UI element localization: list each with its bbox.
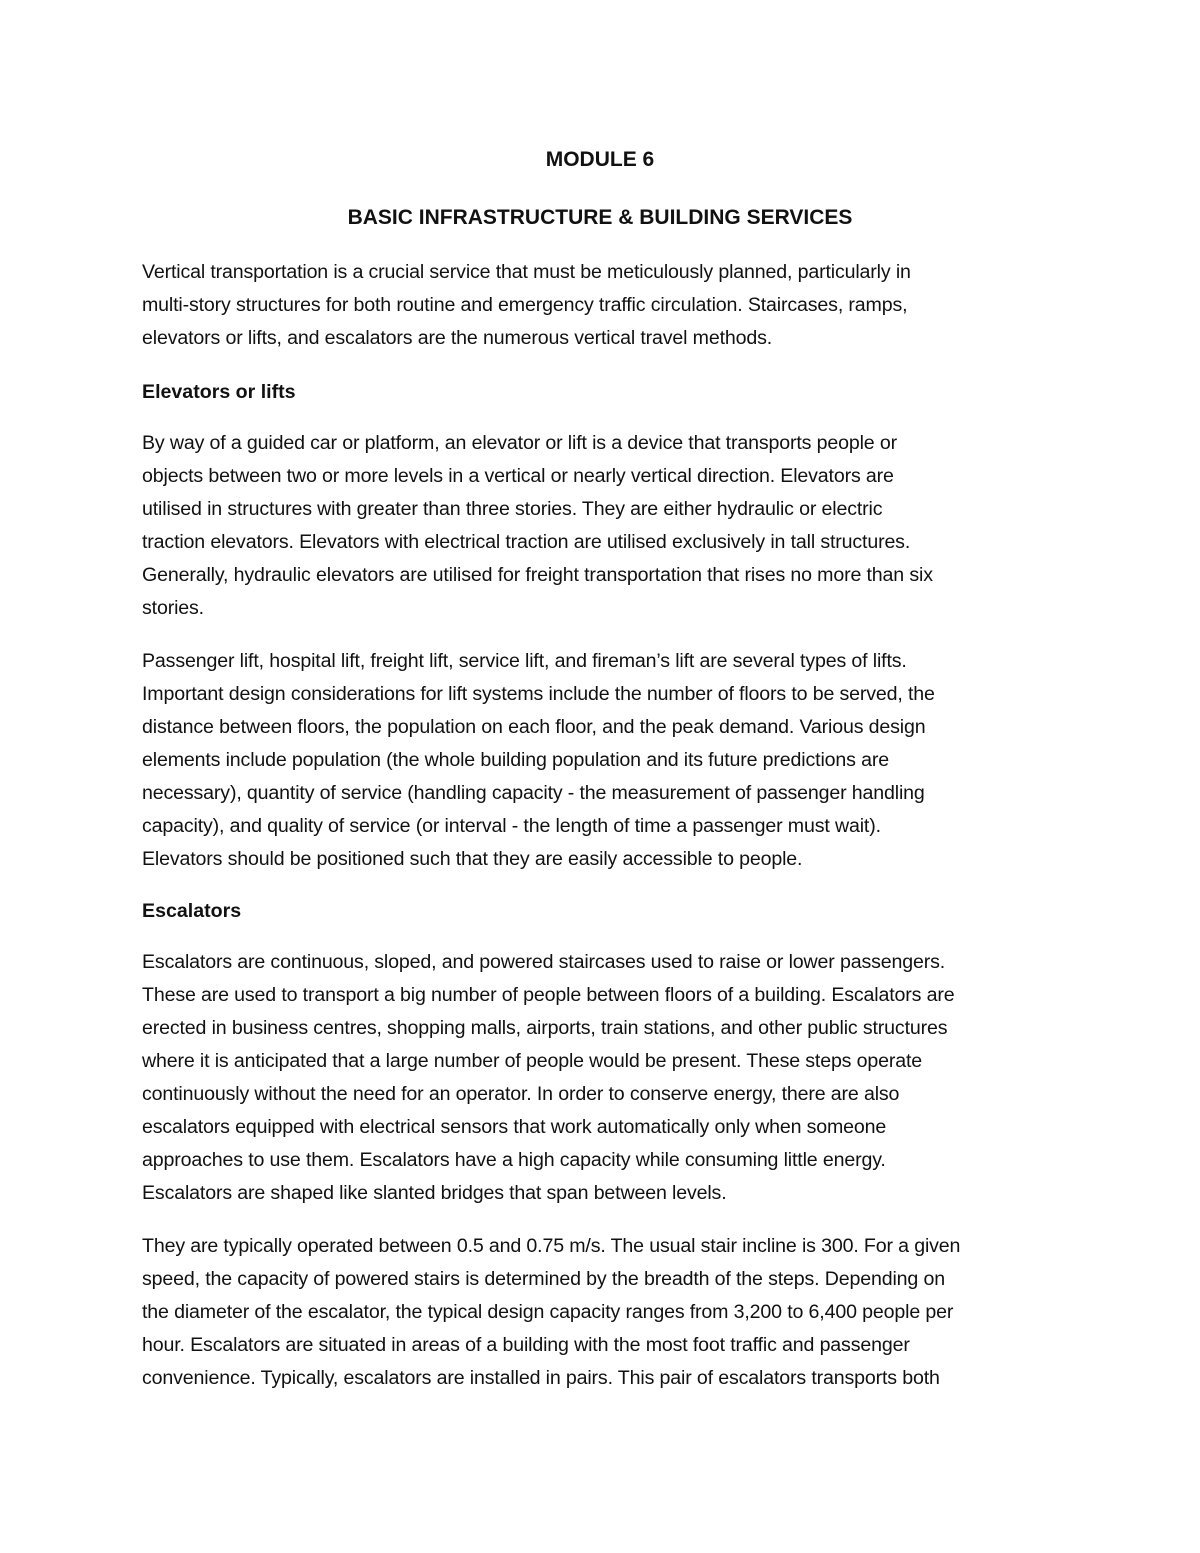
paragraph-line: utilised in structures with greater than three stories. They are either hydraulic or electric — [142, 498, 883, 520]
paragraph-line: approaches to use them. Escalators have a high capacity while consuming little energy. — [142, 1149, 886, 1171]
paragraph-line: the diameter of the escalator, the typical design capacity ranges from 3,200 to 6,400 people per — [142, 1301, 954, 1323]
intro-line: multi-story structures for both routine and emergency traffic circulation. Staircases, ramps, — [142, 294, 908, 316]
paragraph-line: where it is anticipated that a large number of people would be present. These steps operate — [142, 1050, 923, 1072]
paragraph-line: Generally, hydraulic elevators are utilised for freight transportation that rises no more than six — [142, 564, 933, 586]
intro-paragraph — [142, 256, 1058, 355]
paragraph-line: convenience. Typically, escalators are installed in pairs. This pair of escalators transports both — [142, 1367, 940, 1389]
elevators-paragraph-2 — [142, 645, 1058, 876]
paragraph-line: Elevators should be positioned such that they are easily accessible to people. — [142, 848, 803, 870]
paragraph-line: necessary), quantity of service (handling capacity - the measurement of passenger handling — [142, 782, 925, 804]
elevators-heading: Elevators or lifts — [142, 381, 296, 403]
escalators-paragraph-2 — [142, 1230, 1058, 1395]
intro-line: Vertical transportation is a crucial service that must be meticulously planned, particularly in — [142, 261, 911, 283]
escalators-paragraph-1 — [142, 946, 1058, 1210]
paragraph-line: traction elevators. Elevators with electrical traction are utilised exclusively in tall structures. — [142, 531, 911, 553]
paragraph-line: erected in business centres, shopping malls, airports, train stations, and other public structures — [142, 1017, 948, 1039]
paragraph-line: escalators equipped with electrical sensors that work automatically only when someone — [142, 1116, 887, 1138]
paragraph-line: By way of a guided car or platform, an elevator or lift is a device that transports people or — [142, 432, 897, 454]
module-title: MODULE 6 — [545, 148, 655, 171]
document-page — [142, 0, 1058, 1553]
escalators-heading: Escalators — [142, 900, 242, 922]
paragraph-line: continuously without the need for an operator. In order to conserve energy, there are also — [142, 1083, 900, 1105]
paragraph-line: Escalators are continuous, sloped, and powered staircases used to raise or lower passengers. — [142, 951, 946, 973]
paragraph-line: Escalators are shaped like slanted bridges that span between levels. — [142, 1182, 727, 1204]
paragraph-line: speed, the capacity of powered stairs is determined by the breadth of the steps. Depending on — [142, 1268, 945, 1290]
elevators-paragraph-1 — [142, 427, 1058, 625]
paragraph-line: They are typically operated between 0.5 and 0.75 m/s. The usual stair incline is 300. For a given — [142, 1235, 961, 1257]
paragraph-line: stories. — [142, 597, 204, 619]
document-subtitle: BASIC INFRASTRUCTURE & BUILDING SERVICES — [347, 206, 853, 229]
paragraph-line: capacity), and quality of service (or interval - the length of time a passenger must wait). — [142, 815, 881, 837]
paragraph-line: elements include population (the whole building population and its future predictions are — [142, 749, 889, 771]
paragraph-line: objects between two or more levels in a vertical or nearly vertical direction. Elevators are — [142, 465, 894, 487]
paragraph-line: Important design considerations for lift systems include the number of floors to be served, the — [142, 683, 935, 705]
paragraph-line: These are used to transport a big number of people between floors of a building. Escalators are — [142, 984, 955, 1006]
paragraph-line: Passenger lift, hospital lift, freight lift, service lift, and fireman’s lift are several types of lifts. — [142, 650, 907, 672]
intro-line: elevators or lifts, and escalators are the numerous vertical travel methods. — [142, 327, 773, 349]
paragraph-line: distance between floors, the population on each floor, and the peak demand. Various design — [142, 716, 926, 738]
paragraph-line: hour. Escalators are situated in areas of a building with the most foot traffic and passenger — [142, 1334, 910, 1356]
